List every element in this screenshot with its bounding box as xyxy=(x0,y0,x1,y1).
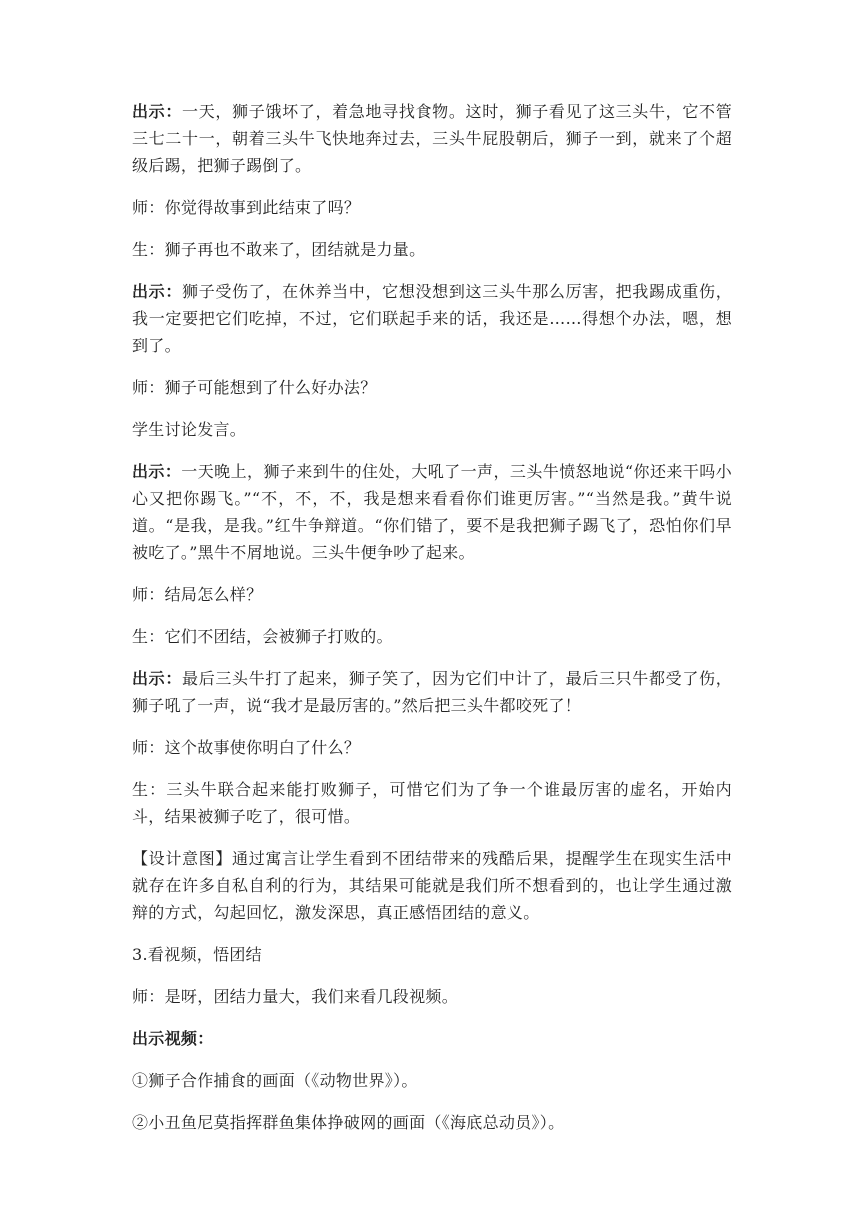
paragraph xyxy=(132,1025,732,1052)
paragraph-text: 师：结局怎么样？ xyxy=(132,585,263,604)
paragraph-label: 出示： xyxy=(132,462,182,481)
paragraph xyxy=(132,623,732,650)
paragraph xyxy=(132,458,732,566)
paragraph-text: 狮子受伤了，在休养当中，它想没想到这三头牛那么厉害，把我踢成重伤，我一定要把它们吃掉，不过，它们联起手来的话，我还是……得想个办法，嗯，想到了。 xyxy=(132,282,732,355)
paragraph-text: 师：是呀，团结力量大，我们来看几段视频。 xyxy=(132,987,459,1006)
paragraph-text: ①狮子合作捕食的画面（《动物世界》）。 xyxy=(132,1071,418,1090)
paragraph xyxy=(132,665,732,719)
paragraph-text: 最后三头牛打了起来，狮子笑了，因为它们中计了，最后三只牛都受了伤，狮子吼了一声，说“我才是最厉害的。”然后把三头牛都咬死了！ xyxy=(132,669,732,715)
paragraph-text: 师：狮子可能想到了什么好办法？ xyxy=(132,378,377,397)
paragraph-text: 师：这个故事使你明白了什么？ xyxy=(132,738,361,757)
paragraph xyxy=(132,416,732,443)
paragraph-text: 学生讨论发言。 xyxy=(132,420,247,439)
list-item xyxy=(132,1109,732,1136)
paragraph xyxy=(132,236,732,263)
paragraph-text: 一天晚上，狮子来到牛的住处，大吼了一声，三头牛愤怒地说“你还来干吗小心又把你踢飞。”“不，不，不，我是想来看看你们谁更厉害。”“当然是我。”黄牛说道。“是我，是我。”红牛争辩道。“你们错了，要不是我把狮子踢飞了，恐怕你们早被吃了。”黑牛不屑地说。三头牛便争吵了起来。 xyxy=(132,462,732,562)
paragraph-text: 【设计意图】通过寓言让学生看到不团结带来的残酷后果，提醒学生在现实生活中就存在许多自私自利的行为，其结果可能就是我们所不想看到的，也让学生通过激辩的方式，勾起回忆，激发深思，真正感悟团结的意义。 xyxy=(132,849,732,922)
section-heading xyxy=(132,941,732,968)
paragraph xyxy=(132,734,732,761)
paragraph-label: 出示视频： xyxy=(132,1029,214,1048)
paragraph-label: 出示： xyxy=(132,669,183,688)
paragraph xyxy=(132,374,732,401)
paragraph-text: 生：三头牛联合起来能打败狮子，可惜它们为了争一个谁最厉害的虚名，开始内斗，结果被狮子吃了，很可惜。 xyxy=(132,780,732,826)
paragraph xyxy=(132,194,732,221)
paragraph xyxy=(132,581,732,608)
paragraph-text: 师：你觉得故事到此结束了吗？ xyxy=(132,198,361,217)
paragraph xyxy=(132,845,732,926)
paragraph xyxy=(132,98,732,179)
paragraph-text: 生：它们不团结，会被狮子打败的。 xyxy=(132,627,393,646)
paragraph-text: 一天，狮子饿坏了，着急地寻找食物。这时，狮子看见了这三头牛，它不管三七二十一，朝着三头牛飞快地奔过去，三头牛屁股朝后，狮子一到，就来了个超级后踢，把狮子踢倒了。 xyxy=(132,102,732,175)
document-body xyxy=(132,98,732,1151)
paragraph-text: 生：狮子再也不敢来了，团结就是力量。 xyxy=(132,240,426,259)
list-item xyxy=(132,1067,732,1094)
paragraph-label: 出示： xyxy=(132,282,183,301)
paragraph xyxy=(132,278,732,359)
paragraph-label: 出示： xyxy=(132,102,183,121)
paragraph xyxy=(132,776,732,830)
paragraph xyxy=(132,983,732,1010)
paragraph-text: ②小丑鱼尼莫指挥群鱼集体挣破网的画面（《海底总动员》）。 xyxy=(132,1113,565,1132)
paragraph-text: 3.看视频，悟团结 xyxy=(132,945,262,964)
